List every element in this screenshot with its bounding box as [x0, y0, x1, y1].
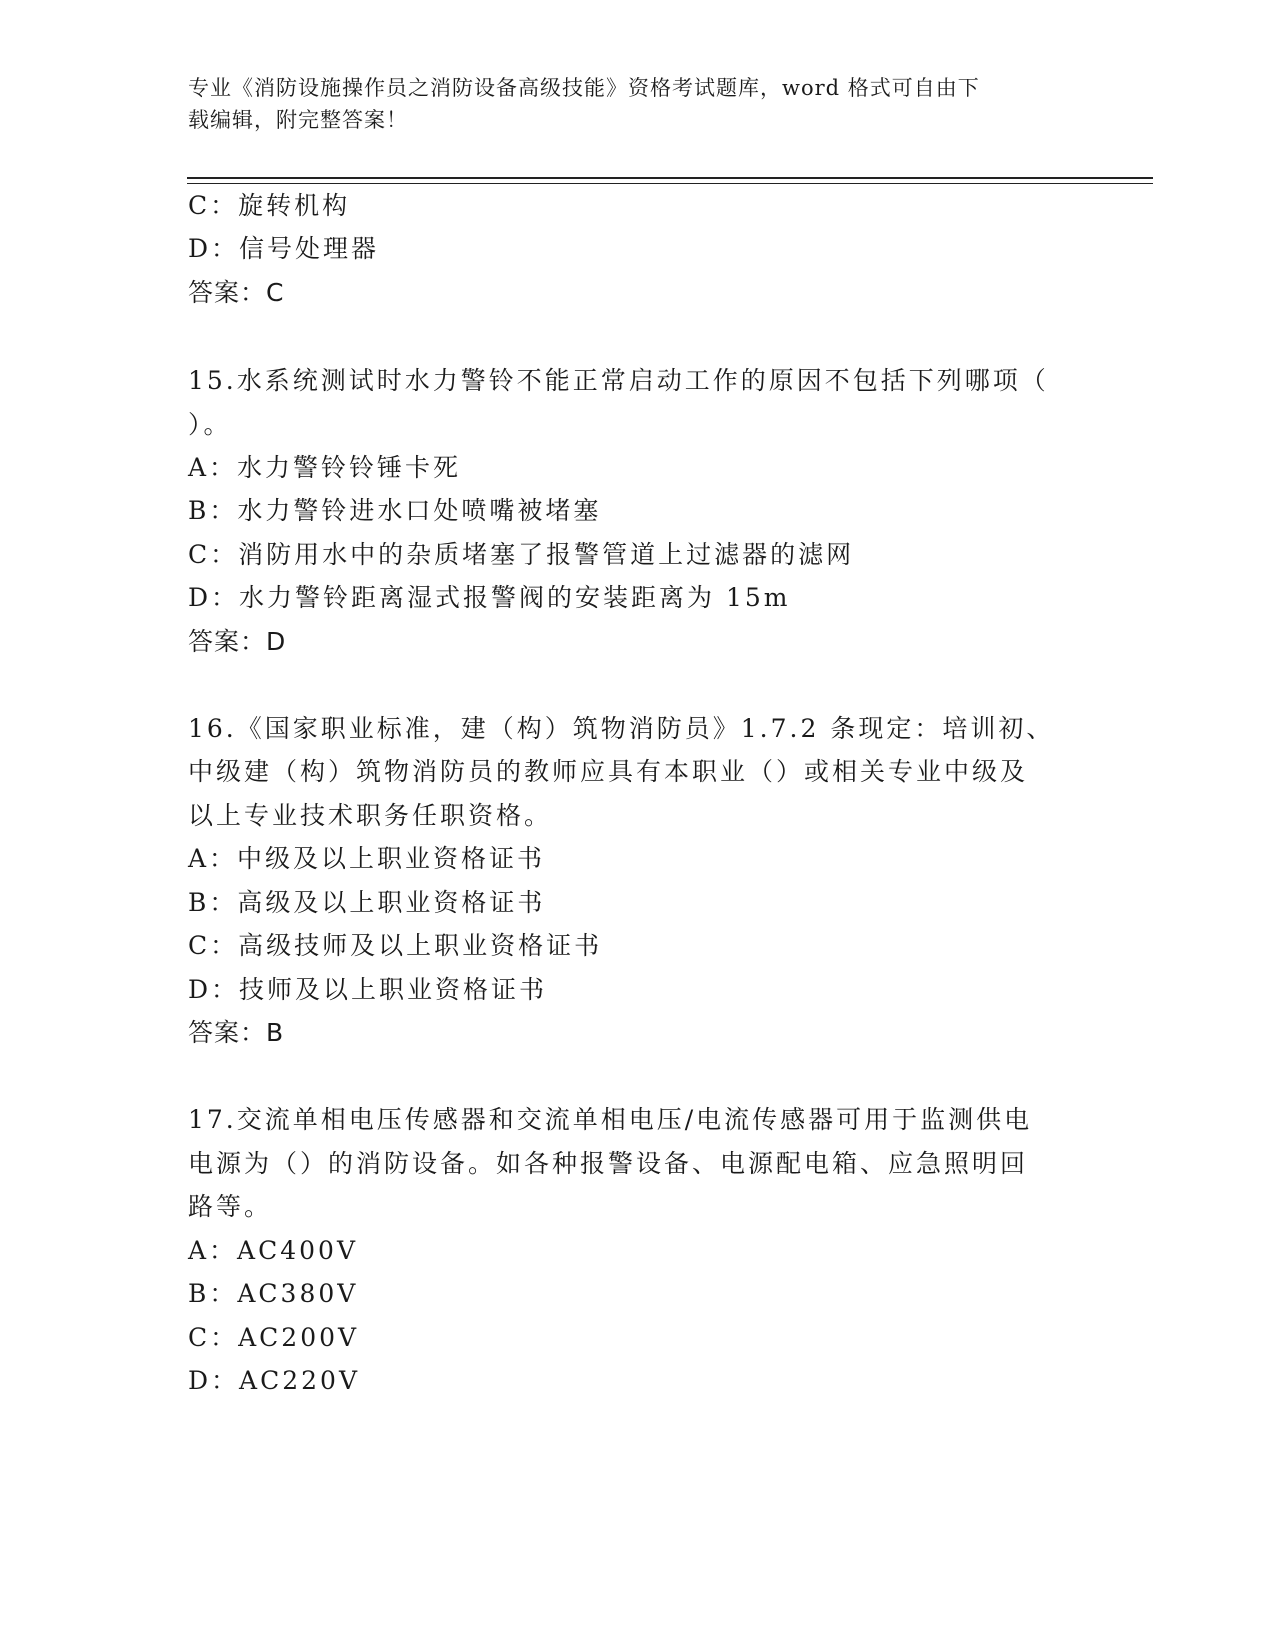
q17-stem-line-1: 17.交流单相电压传感器和交流单相电压/电流传感器可用于监测供电	[188, 1105, 1033, 1134]
q17-option-b: B：AC380V	[188, 1279, 359, 1308]
q16-option-a: A：中级及以上职业资格证书	[188, 844, 546, 873]
q16-option-b: B：高级及以上职业资格证书	[188, 888, 546, 917]
q16-stem-line-1: 16.《国家职业标准，建（构）筑物消防员》1.7.2 条现定：培训初、	[188, 714, 1055, 743]
q16-stem-line-3: 以上专业技术职务任职资格。	[188, 801, 553, 830]
prev-option-d: D：信号处理器	[188, 234, 380, 263]
q15-option-c: C：消防用水中的杂质堵塞了报警管道上过滤器的滤网	[188, 540, 855, 569]
q15-stem-line-1: 15.水系统测试时水力警铃不能正常启动工作的原因不包括下列哪项（	[188, 366, 1049, 395]
document-header	[188, 72, 1068, 136]
q16-stem-line-2: 中级建（构）筑物消防员的教师应具有本职业（）或相关专业中级及	[188, 757, 1029, 786]
q17-stem-line-3: 路等。	[188, 1192, 273, 1221]
q17-option-a: A：AC400V	[188, 1236, 359, 1265]
q16-option-c: C：高级技师及以上职业资格证书	[188, 931, 603, 960]
q15-option-d: D：水力警铃距离湿式报警阀的安装距离为 15m	[188, 583, 791, 612]
prev-answer: 答案：C	[188, 278, 285, 307]
q17-option-c: C：AC200V	[188, 1323, 360, 1352]
q16-option-d: D：技师及以上职业资格证书	[188, 975, 548, 1004]
q16-answer: 答案：B	[188, 1018, 285, 1047]
q15-stem-line-2: ）。	[188, 410, 232, 439]
prev-option-c: C：旋转机构	[188, 191, 351, 220]
header-divider-thin	[187, 183, 1153, 184]
q17-stem-line-2: 电源为（）的消防设备。如各种报警设备、电源配电箱、应急照明回	[188, 1149, 1029, 1178]
header-line-1: 专业《消防设施操作员之消防设备高级技能》资格考试题库，word 格式可自由下	[188, 76, 980, 100]
q15-answer: 答案：D	[188, 627, 287, 656]
q17-option-d: D：AC220V	[188, 1366, 360, 1395]
q15-option-b: B：水力警铃进水口处喷嘴被堵塞	[188, 496, 602, 525]
header-divider	[187, 177, 1153, 179]
q15-option-a: A：水力警铃铃锤卡死	[188, 453, 462, 482]
header-line-2: 载编辑，附完整答案！	[188, 108, 408, 132]
